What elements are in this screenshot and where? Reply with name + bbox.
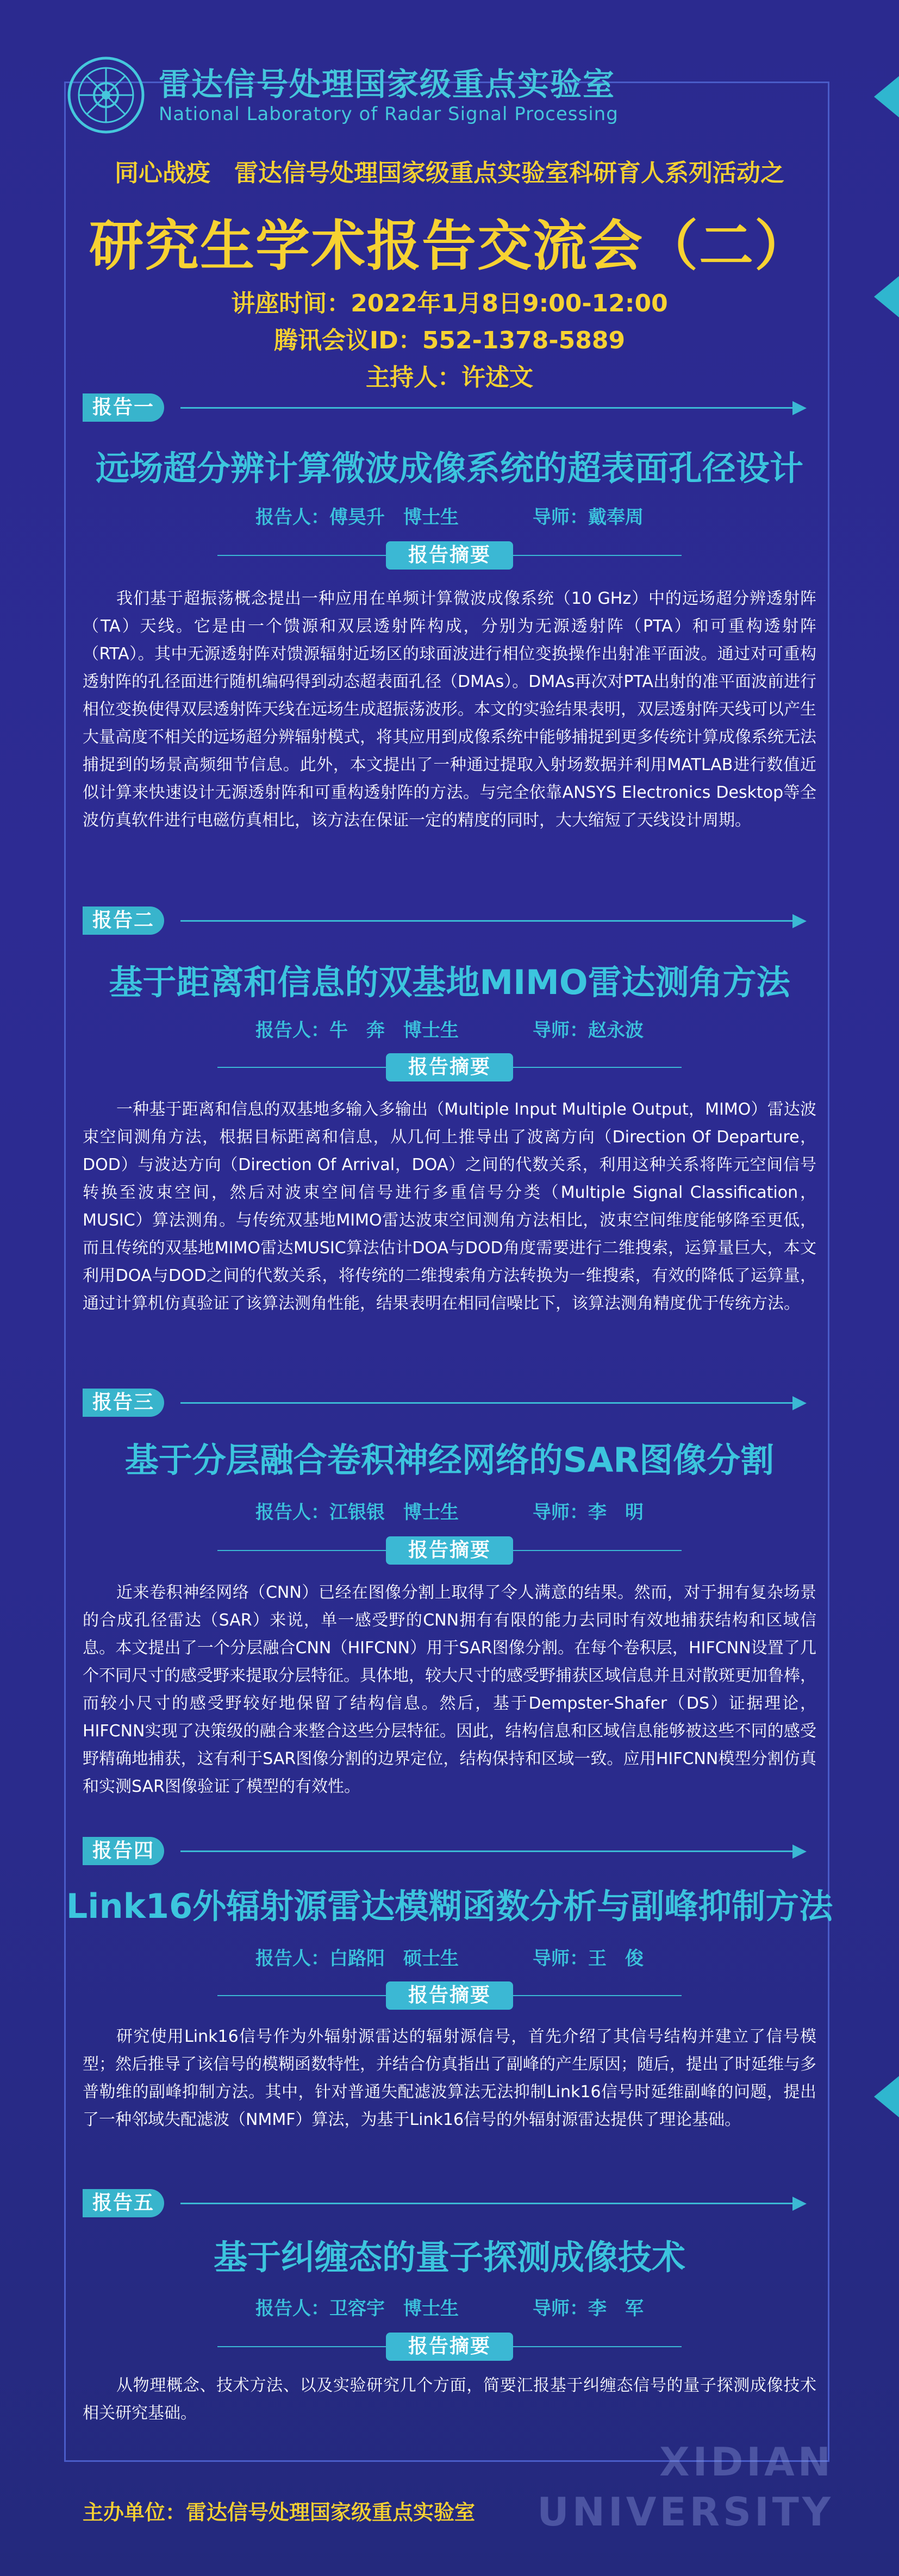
report-title: 基于分层融合卷积神经网络的SAR图像分割 <box>124 1440 775 1480</box>
lab-name-en: National Laboratory of Radar Signal Processing <box>159 103 619 125</box>
report-abstract: 从物理概念、技术方法、以及实验研究几个方面，简要汇报基于纠缠态信号的量子探测成像技术相关研究基础。 <box>83 2376 816 2423</box>
side-arrow-icon <box>874 2076 899 2117</box>
report-title: 远场超分辨计算微波成像系统的超表面孔径设计 <box>95 448 803 488</box>
report-title: Link16外辐射源雷达模糊函数分析与副峰抑制方法 <box>66 1886 833 1926</box>
report-tag-bar <box>83 393 811 422</box>
page-title: 研究生学术报告交流会（二） <box>89 214 810 278</box>
abstract-header <box>217 1981 682 2010</box>
report-abstract: 近来卷积神经网络（CNN）已经在图像分割上取得了令人满意的结果。然而，对于拥有复杂场景的合成孔径雷达（SAR）来说，单一感受野的CNN拥有有限的能力去同时有效地捕获结构和区域信息。本文提出了一个分层融合CNN（HIFCNN）用于SAR图像分割。在每个卷积层，HIFCNN设置了几个不同尺寸的感受野来提取分层特征。具体地，较大尺寸的感受野捕获区域信息并且对散斑更加鲁棒，而较小尺寸的感受野较好地保留了结构信息。然后，基于Dempster-Shafer（DS）证据理论，HIFCNN实现了决策级的融合来整合这些分层特征。因此，结构信息和区域信息能够被这些不同的感受野精确地捕获，这有利于SAR图像分割的边界定位，结构保持和区域一致。应用HIFCNN模型分割仿真和实测SAR图像验证了模型的有效性。 <box>83 1583 816 1796</box>
report-tag: 报告五 <box>83 2189 164 2217</box>
side-arrow-icon <box>874 76 899 117</box>
report-speaker: 报告人：卫容宇 博士生 导师：李 军 <box>255 2298 644 2319</box>
abstract-header <box>217 1536 682 1565</box>
abstract-label: 报告摘要 <box>386 1536 513 1565</box>
abstract-header <box>217 2333 682 2361</box>
report-tag-bar <box>83 1837 811 1865</box>
university-seal-icon <box>65 54 147 136</box>
report-tag: 报告二 <box>83 906 164 935</box>
watermark-university: UNIVERSITY <box>537 2489 834 2535</box>
organizer: 主办单位：雷达信号处理国家级重点实验室 <box>83 2500 476 2524</box>
report-title: 基于距离和信息的双基地MIMO雷达测角方法 <box>109 962 790 1002</box>
report-speaker: 报告人：傅昊升 博士生 导师：戴奉周 <box>255 507 644 528</box>
abstract-header <box>217 1053 682 1081</box>
arrow-right-icon <box>792 2197 807 2211</box>
series-line: 同心战疫 雷达信号处理国家级重点实验室科研育人系列活动之 <box>115 159 784 187</box>
meeting-id: 腾讯会议ID：552-1378-5889 <box>273 327 626 354</box>
report-tag: 报告一 <box>83 393 164 422</box>
report-tag: 报告三 <box>83 1389 164 1417</box>
abstract-label: 报告摘要 <box>386 541 513 570</box>
report-tag-bar <box>83 906 811 935</box>
arrow-right-icon <box>792 914 807 928</box>
arrow-right-icon <box>792 401 807 415</box>
abstract-label: 报告摘要 <box>386 1981 513 2010</box>
report-tag-bar <box>83 2189 811 2217</box>
report-abstract: 研究使用Link16信号作为外辐射源雷达的辐射源信号，首先介绍了其信号结构并建立了信号模型；然后推导了该信号的模糊函数特性，并结合仿真指出了副峰的产生原因；随后，提出了时延维与多普勒维的副峰抑制方法。其中，针对普通失配滤波算法无法抑制Link16信号时延维副峰的问题，提出了一种邻域失配滤波（NMMF）算法，为基于Link16信号的外辐射源雷达提供了理论基础。 <box>83 2027 816 2129</box>
abstract-header <box>217 541 682 570</box>
host: 主持人：许述文 <box>366 364 533 391</box>
event-time: 讲座时间：2022年1月8日9:00-12:00 <box>231 290 668 317</box>
abstract-label: 报告摘要 <box>386 2333 513 2361</box>
report-title: 基于纠缠态的量子探测成像技术 <box>213 2237 685 2277</box>
report-tag: 报告四 <box>83 1837 164 1865</box>
lab-name-cn: 雷达信号处理国家级重点实验室 <box>159 66 616 103</box>
report-abstract: 一种基于距离和信息的双基地多输入多输出（Multiple Input Multiple Output，MIMO）雷达波束空间测角方法，根据目标距离和信息，从几何上推导出了波离方向（Direction Of Departure，DOD）与波达方向（Direction Of Arrival，DOA）之间的代数关系，利用这种关系将阵元空间信号转换至波束空间，然后对波束空间信号进行多重信号分类（Multiple Signal Classification，MUSIC）算法测角。与传统双基地MIMO雷达波束空间测角方法相比，波束空间维度能够降至更低，而且传统的双基地MIMO雷达MUSIC算法估计DOA与DOD角度需要进行二维搜索，运算量巨大，本文利用DOA与DOD之间的代数关系，将传统的二维搜索角方法转换为一维搜索，有效的降低了运算量，通过计算机仿真验证了该算法测角性能，结果表明在相同信噪比下，该算法测角精度优于传统方法。 <box>83 1100 816 1313</box>
report-speaker: 报告人：牛 奔 博士生 导师：赵永波 <box>255 1020 644 1041</box>
abstract-label: 报告摘要 <box>386 1053 513 1081</box>
report-tag-bar <box>83 1389 811 1417</box>
arrow-right-icon <box>792 1396 807 1410</box>
watermark-xidian: XIDIAN <box>659 2439 834 2485</box>
report-speaker: 报告人：江银银 博士生 导师：李 明 <box>255 1502 644 1523</box>
report-speaker: 报告人：白路阳 硕士生 导师：王 俊 <box>255 1948 644 1969</box>
report-abstract: 我们基于超振荡概念提出一种应用在单频计算微波成像系统（10 GHz）中的远场超分辨透射阵（TA）天线。它是由一个馈源和双层透射阵构成，分别为无源透射阵（PTA）和可重构透射阵（RTA）。其中无源透射阵对馈源辐射近场区的球面波进行相位变换操作出射准平面波。通过对可重构透射阵的孔径面进行随机编码得到动态超表面孔径（DMAs）。DMAs再次对PTA出射的准平面波前进行相位变换使得双层透射阵天线在远场生成超振荡波形。本文的实验结果表明，双层透射阵天线可以产生大量高度不相关的远场超分辨辐射模式，将其应用到成像系统中能够捕捉到更多传统计算成像系统无法捕捉到的场景高频细节信息。此外，本文提出了一种通过提取入射场数据并利用MATLAB进行数值近似计算来快速设计无源透射阵和可重构透射阵的方法。与完全依靠ANSYS Electronics Desktop等全波仿真软件进行电磁仿真相比，该方法在保证一定的精度的同时，大大缩短了天线设计周期。 <box>83 589 816 830</box>
arrow-right-icon <box>792 1845 807 1859</box>
